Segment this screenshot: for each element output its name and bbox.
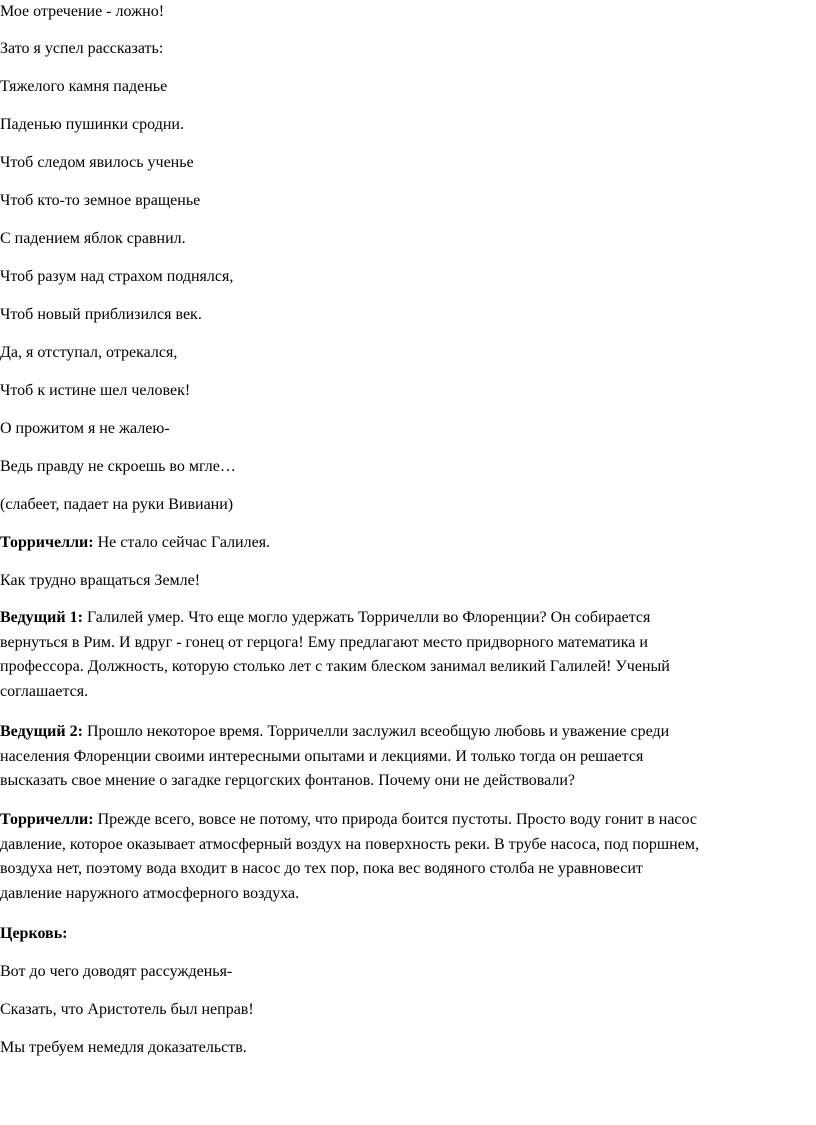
torricelli-paragraph bbox=[0, 808, 816, 906]
verse-line: Сказать, что Аристотель был неправ! bbox=[0, 1001, 254, 1018]
verse-line: С падением яблок сравнил. bbox=[0, 230, 186, 247]
speech-text: давление, которое оказывает атмосферный воздух на поверхность реки. В трубе насоса, под поршнем, bbox=[0, 835, 699, 853]
speaker-label: Ведущий 1: bbox=[0, 609, 83, 626]
vedushchiy1-paragraph bbox=[0, 606, 816, 704]
speech-text: высказать свое мнение о загадке герцогских фонтанов. Почему они не действовали? bbox=[0, 772, 576, 789]
verse-line: Вот до чего доводят рассужденья- bbox=[0, 963, 233, 980]
verse-line: Да, я отступал, отрекался, bbox=[0, 344, 178, 361]
stage-direction: (слабеет, падает на руки Вивиани) bbox=[0, 496, 234, 513]
verse-line: Чтоб разум над страхом поднялся, bbox=[0, 268, 234, 285]
verse-line: О прожитом я не жалею- bbox=[0, 420, 170, 437]
verse-line: Ведь правду не скроешь во мгле… bbox=[0, 458, 236, 475]
church-speaker bbox=[0, 922, 67, 946]
verse-line: Мы требуем немедля доказательств. bbox=[0, 1039, 247, 1056]
speech-text: соглашается. bbox=[0, 682, 89, 700]
verse-line: Тяжелого камня паденье bbox=[0, 78, 168, 95]
verse-line: Зато я успел рассказать: bbox=[0, 40, 164, 57]
verse-line: Чтоб кто-то земное вращенье bbox=[0, 192, 201, 209]
verse-line: Чтоб к истине шел человек! bbox=[0, 382, 191, 399]
verse-line: Паденью пушинки сродни. bbox=[0, 116, 184, 133]
verse-line: Чтоб следом явилось ученье bbox=[0, 154, 194, 171]
speech-text: давление наружного атмосферного воздуха. bbox=[0, 884, 300, 902]
verse-line: Чтоб новый приблизился век. bbox=[0, 306, 202, 323]
speech-text: Прошло некоторое время. Торричелли заслужил всеобщую любовь и уважение среди bbox=[82, 723, 670, 740]
speech-text: Прежде всего, вовсе не потому, что природа боится пустоты. Просто воду гонит в насос bbox=[93, 811, 698, 828]
speech-text: вернуться в Рим. И вдруг - гонец от герцога! Ему предлагают место придворного математика и bbox=[0, 633, 648, 651]
speaker-label: Церковь: bbox=[0, 925, 68, 942]
verse-line: Как трудно вращаться Земле! bbox=[0, 572, 201, 589]
speech-text: населения Флоренции своими интересными опытами и лекциями. И только тогда он решается bbox=[0, 747, 644, 765]
speech-text: воздуха нет, поэтому вода входит в насос до тех пор, пока вес водяного столба не уравновесит bbox=[0, 860, 643, 877]
vedushchiy2-paragraph bbox=[0, 720, 816, 794]
torricelli-line bbox=[0, 531, 270, 555]
speech-text: Не стало сейчас Галилея. bbox=[93, 534, 271, 551]
speech-text: профессора. Должность, которую столько лет с таким блеском занимал великий Галилей! Ученый bbox=[0, 658, 670, 675]
verse-line: Мое отречение - ложно! bbox=[0, 3, 165, 20]
speaker-label: Ведущий 2: bbox=[0, 723, 83, 740]
speech-text: Галилей умер. Что еще могло удержать Торричелли во Флоренции? Он собирается bbox=[82, 609, 651, 626]
speaker-label: Торричелли: bbox=[0, 534, 94, 551]
speaker-label: Торричелли: bbox=[0, 811, 94, 828]
